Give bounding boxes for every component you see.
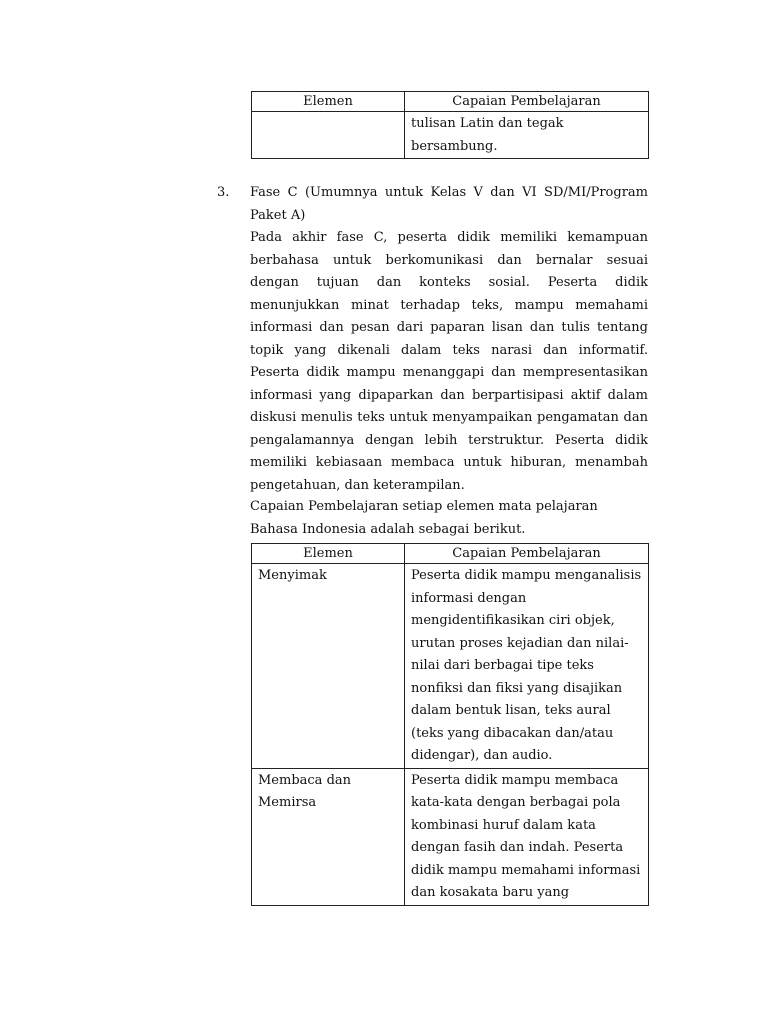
table-header-row: [252, 544, 649, 564]
table-header-row: [252, 92, 649, 112]
section-title: Fase C (Umumnya untuk Kelas V dan VI SD/MI/Program Paket A): [250, 185, 648, 223]
header-elemen: Elemen: [252, 544, 405, 564]
cell-elemen: Menyimak: [252, 564, 405, 769]
table-row: [252, 112, 649, 159]
table-capaian-fase-c: [251, 543, 649, 906]
table-row: [252, 564, 649, 769]
cell-elemen: Membaca dan Memirsa: [252, 768, 405, 905]
cell-capaian: tulisan Latin dan tegak bersambung.: [405, 112, 649, 159]
section-number: 3.: [217, 185, 230, 200]
cell-elemen: [252, 112, 405, 159]
section-body: Pada akhir fase C, peserta didik memiliki kemampuan berbahasa untuk berkomunikasi dan bernalar sesuai dengan tujuan dan konteks sosial. Peserta didik menunjukkan minat terhadap teks, mampu memahami informasi dan pesan dari paparan lisan dan tulis tentang topik yang dikenali dalam teks narasi dan informatif. Peserta didik mampu menanggapi dan mempresentasikan informasi yang dipaparkan dan berpartisipasi aktif dalam diskusi menulis teks untuk menyampaikan pengamatan dan pengalamannya dengan lebih terstruktur. Peserta didik memiliki kebiasaan membaca untuk hiburan, menambah pengetahuan, dan keterampilan.: [250, 230, 648, 493]
table-continued: [251, 91, 649, 159]
header-elemen: Elemen: [252, 92, 405, 112]
header-capaian: Capaian Pembelajaran: [405, 544, 649, 564]
cell-capaian: Peserta didik mampu menganalisis informasi dengan mengidentifikasikan ciri objek, urutan proses kejadian dan nilai-nilai dari berbagai tipe teks nonfiksi dan fiksi yang disajikan dalam bentuk lisan, teks aural (teks yang dibacakan dan/atau didengar), dan audio.: [405, 564, 649, 769]
cell-capaian: Peserta didik mampu membaca kata-kata dengan berbagai pola kombinasi huruf dalam kata dengan fasih dan indah. Peserta didik mampu memahami informasi dan kosakata baru yang: [405, 768, 649, 905]
section-intro: Capaian Pembelajaran setiap elemen mata pelajaran Bahasa Indonesia adalah sebagai berikut.: [250, 499, 598, 537]
header-capaian: Capaian Pembelajaran: [405, 92, 649, 112]
table-row: [252, 768, 649, 905]
